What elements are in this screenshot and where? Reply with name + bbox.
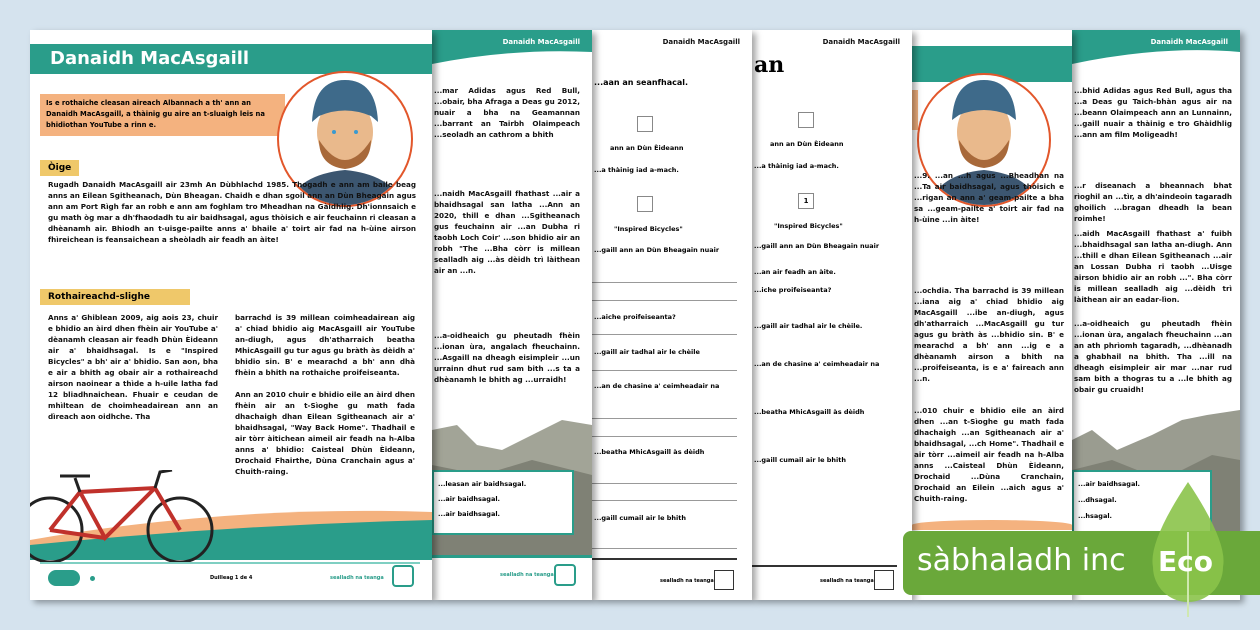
page-number: Duilleag 1 de 4 — [210, 575, 253, 581]
column-2: barrachd is 39 millean coimheadairean aig a' chiad bhidio aig MacAsgaill air YouTube an-diugh, agus dh'atharraich beatha MhicAsgaill gu tur agus gu bràth às dèidh a' bhidio sin. B' e mearachd a bh' ann dhà fhèin a bhith na rothaiche proifeiseanta. Ann an 2010 chuir e bhidio eile an àird dhen fhèin air an t-Sìoghe gu math fada dhachaigh dhan Eilean Sgitheanach air a' bhaidhsagal, "Way Back Home". Thadhail e air tòrr àitichean aimeil air feadh na h-Alba anns a' bhidio: Caisteal Dhùn Èideann, Drochaid Fhairthe, Dùna Cranchain agus a' Chuith-raing. — [235, 313, 415, 476]
question-text: ...gaill cumail air le bhith — [754, 456, 846, 464]
dot-icon — [90, 576, 95, 581]
summary-line: ...hsagal. — [1078, 512, 1113, 520]
question-text: "Inspired Bicycles" — [774, 222, 843, 230]
worksheet-page-5 — [912, 30, 1072, 600]
page-header-name: Danaidh MacAsgaill — [662, 38, 740, 46]
footer-text: sealladh na teanga — [330, 575, 384, 581]
paragraph: ...a-oidheaich gu pheutadh fhèin ...ionan ùra, angalach fheuchainn ...an an ath phrìomh tagaradh, ...dhèanadh a ghabhail na bhith. Tha ...ill na dheagh eisimpleir air mar ...nar rud sam bith a thogras tu a ...le bhith ag obair gu cruaidh! — [1074, 319, 1232, 394]
paragraph: ...a-oidheaich gu pheutadh fhèin ...ionan ùra, angalach fheuchainn. ...Asgaill na dheagh eisimpleir ...un urrainn dhut rud sam bith ...s ta a dhèanamh le bhith ag ...urraidh! — [434, 331, 580, 384]
summary-line: ...air baidhsagal. — [1078, 480, 1141, 488]
answer-line — [592, 300, 737, 301]
bicycle-illustration — [30, 470, 230, 570]
paragraph: ...9. ...an ...h agus ...Bheadhan na ...Ta air baidhsagal, agus thòisich e ...rigan an ann a' geam-pailte a bha sa ...geam-pailte a' toirt air fad na h-ùine ...in àite! — [914, 171, 1064, 224]
answer-line — [592, 282, 737, 283]
question-text: ...iche proifeiseanta? — [754, 286, 832, 294]
footer-text: sealladh na teanga — [660, 578, 714, 584]
worksheet-page-2 — [432, 30, 592, 600]
header-wave — [432, 30, 592, 70]
summary-box — [432, 470, 574, 535]
question-text: "Inspired Bicycles" — [614, 225, 683, 233]
answer-line — [592, 500, 737, 501]
paragraph: ...naidh MacAsgaill fhathast ...air a bhaidhsagal san latha ...Ann an 2020, thill e dhan ...Sgitheanach gus feuchainn air ...an Dubha ri taobh Loch Coir' ...son bhidio air an robh "The ...Bha còrr is millean sealladh aig ...às dèidh trì làithean air an ...n. — [434, 189, 580, 275]
answer-checkbox[interactable] — [637, 116, 653, 132]
page-header-name: Danaidh MacAsgaill — [502, 38, 580, 46]
paragraph: ...r diseanach a bheannach bhat rìoghil an ...tìr, a dh'aindeoin tagaradh ghoilich ...bragan dheadh la bean roimhe! — [1074, 181, 1232, 223]
question-text: ...an de chasine a' ceimheadair na — [594, 382, 720, 390]
worksheet-heading: ...aan an seanfhacal. — [594, 78, 689, 87]
footer-rule — [752, 565, 897, 567]
question-text: ann an Dùn Èideann — [770, 140, 844, 148]
footer-rule — [40, 562, 420, 564]
worksheet-page-4 — [752, 30, 912, 600]
paragraph: ...bhid Adidas agus Red Bull, agus tha ...a Deas gu Taich-bhàn agus air na ...beann Olaimpeach ann an Lunnainn, ...gaill nuair a thàinig e tro Ghàidhlig ...ann am film Moligeadh! — [1074, 86, 1232, 139]
question-text: ...gaill ann an Dùn Bheagain nuair — [594, 246, 720, 254]
paragraph: ...mar Adidas agus Red Bull, ...obair, bha Afraga a Deas gu 2012, nuair a bha na Geamannan ...barrant an Tairbh Olaimpeach ...seoladh an cathrom a bhith — [434, 86, 580, 139]
footer-rule — [592, 558, 737, 560]
answer-checkbox[interactable] — [637, 196, 653, 212]
footer-text: sealladh na teanga — [500, 572, 554, 578]
publisher-logo-icon — [554, 564, 576, 586]
publisher-logo-icon — [48, 570, 80, 586]
paragraph-oige: Rugadh Danaidh MacAsgaill air 23mh An Dùbhlachd 1985. Thogadh e ann am baile beag anns an Eilean Sgitheanach, Dùn Bheagan. Chaidh e dhan sgoil ann an Dùn Bheagain agus ann am Port Rìgh far an robh e ann am foghlam tro Mheadhan na Gàidhlig. Dh'ionnsaich e gu math òg mar a dh'fhaodadh tu air baidhsagal, agus thòisich e air feuchainn ri cleasan a dhèanamh air. Bhiodh an t-uisge-pailte anns a' bhaile a' toirt air fad na h-ùine airson fhìreichean is feansaichean a sheòladh air feadh an àite! — [48, 180, 417, 244]
summary-line: ...air baidhsagal. — [438, 510, 501, 518]
section-heading-rothaireachd: Rothaireachd-slighe — [40, 289, 190, 305]
summary-line: ...air baidhsagal. — [438, 495, 501, 503]
question-text: ...an de chasine a' ceimheadair na — [754, 360, 880, 368]
answer-line — [592, 418, 737, 419]
publisher-logo-icon — [714, 570, 734, 590]
question-text: ...aiche proifeiseanta? — [594, 313, 676, 321]
footer-wave — [912, 520, 1072, 530]
question-text: ...gaill cumail air le bhith — [594, 514, 686, 522]
page-header-name: Danaidh MacAsgaill — [1150, 38, 1228, 46]
answer-line — [592, 334, 737, 335]
answer-line — [592, 370, 737, 371]
footer-text: sealladh na teanga — [820, 578, 874, 584]
intro-box: Is e rothaiche cleasan aireach Albannach a th' ann an Danaidh MacAsgaill, a thàinig gu aire an t-sluaigh leis na bhidiothan YouTube a rinn e. — [40, 94, 285, 136]
summary-line: ...dhsagal. — [1078, 496, 1117, 504]
summary-line: ...leasan air baidhsagal. — [438, 480, 527, 488]
paragraph: ...010 chuir e bhidio eile an àird dhen ...an t-Sìoghe gu math fada dhachaigh ...an Sgitheanach air a' bhaidhsagal, ...ch Home". Thadhail e air tòrr ...aimeil air feadh na h-Alba anns ...Caisteal Dhùn Èideann, Drochaid ...Dùna Cranchain, Drochaid an Eilein ...aich agus a' Chuith-raing. — [914, 406, 1064, 503]
brand-name: sàbhaladh inc — [917, 543, 1126, 578]
answer-line — [592, 483, 737, 484]
section-heading-oige: Òige — [40, 160, 79, 176]
question-text: ...a thàinig iad a-mach. — [594, 166, 679, 174]
answer-line — [592, 548, 737, 549]
question-text: ...gaill ann an Dùn Bheagain nuair — [754, 242, 880, 250]
paragraph: ...ochdia. Tha barrachd is 39 millean ...iana aig a' chiad bhidio aig MacAsgaill ...ibe an-diugh, agus dh'atharraich ...MacAsgaill gu tur agus gu bràth às ...bhidio sin. B' e mearachd a bh' ann ...ig e a dhèanamh airson a bhith na ...proifeiseanta, is e a' faireach ann ...n. — [914, 286, 1064, 383]
worksheet-page-3 — [592, 30, 752, 600]
page-title: Danaidh MacAsgaill — [50, 48, 250, 69]
worksheet-page-1 — [30, 30, 432, 600]
tree-logo-icon — [392, 565, 414, 587]
eco-label: Eco — [1158, 545, 1213, 578]
question-text: ...gaill air tadhal air le chèile. — [754, 322, 863, 330]
question-text: ...beatha MhicAsgaill às dèidh — [594, 448, 705, 456]
header-wave — [1072, 30, 1240, 70]
answer-checkbox[interactable] — [798, 112, 814, 128]
publisher-logo-icon — [874, 570, 894, 590]
answer-line — [592, 436, 737, 437]
question-text: ...gaill air tadhal air le chèile — [594, 348, 700, 356]
question-text: ann an Dùn Èideann — [610, 144, 684, 152]
paragraph: ...aidh MacAsgaill fhathast a' fuibh ...bhaidhsagal san latha an-diugh. Ann ...thill e dhan Eilean Sgitheanach ...air an Lossan Dubha ri taobh ...Uisge airson bhidio air an robh ...". Bha còrr is millean sealladh aig ...dèidh trì làithean air an eadar-lìon. — [1074, 229, 1232, 304]
question-text: ...a thàinig iad a-mach. — [754, 162, 839, 170]
footer-rule — [432, 555, 592, 558]
question-text: ...an air feadh an àite. — [754, 268, 836, 276]
question-text: ...beatha MhicAsgaill às dèidh — [754, 408, 865, 416]
worksheet-heading: an — [754, 52, 785, 78]
answer-checkbox[interactable]: 1 — [798, 193, 814, 209]
page-header-name: Danaidh MacAsgaill — [822, 38, 900, 46]
column-1: Anns a' Ghiblean 2009, aig aois 23, chuir e bhidio an àird dhen fhèin air YouTube a' dèanamh cleasan air feadh Dhùn Èideann air a' bhaidhsagal. Is e "Inspired Bicycles" a bh' air a' bhidio. San aon, bha e air a bhith ag obair air a rothaireachd airson naoinear a thìde a h-uile latha fad 12 bliadhnaichean. Fhuair e ceudan de mhìltean de choimheadairean ann an dìreach aon oidhche. Tha — [48, 313, 218, 421]
